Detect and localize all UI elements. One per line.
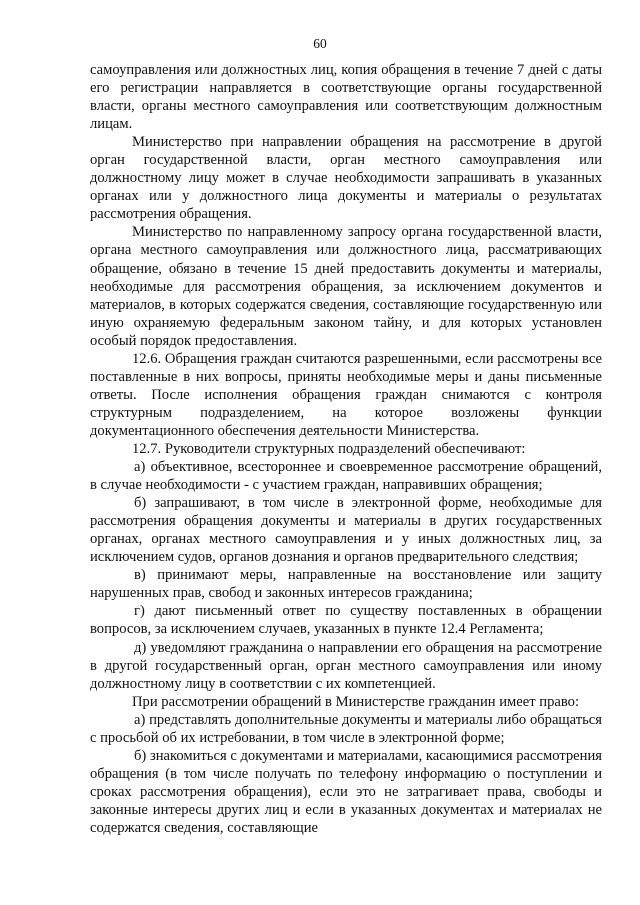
list-item-a: а) объективное, всестороннее и своевременное рассмотрение обращений, в случае необходимости - с участием граждан, направивших обращения; bbox=[90, 459, 602, 494]
paragraph-citizen-rights: При рассмотрении обращений в Министерстве гражданин имеет право: bbox=[132, 693, 579, 710]
document-body bbox=[90, 61, 602, 837]
paragraph-12-6: 12.6. Обращения граждан считаются разрешенными, если рассмотрены все поставленные в них вопросы, приняты необходимые меры и даны письменные ответы. После исполнения обращения граждан снимаются с контроля структурным подразделением, на которое возложены функции документационного обеспечения деятельности Министерства. bbox=[90, 350, 602, 439]
rights-item-b: б) знакомиться с документами и материалами, касающимися рассмотрения обращения (в том числе получать по телефону информацию о поступлении и сроках рассмотрения обращения), если это не затрагивает права, свободы и законные интересы других лиц и если в указанных документах и материалах не содержатся сведения, составляющие bbox=[90, 747, 602, 836]
paragraph: Министерство при направлении обращения на рассмотрение в другой орган государственной власти, орган местного самоуправления или должностному лицу может в случае необходимости запрашивать в указанных органах или у должностного лица документы и материалы о результатах рассмотрения обращения. bbox=[90, 134, 602, 223]
list-item-g: г) дают письменный ответ по существу поставленных в обращении вопросов, за исключением случаев, указанных в пункте 12.4 Регламента; bbox=[90, 603, 602, 638]
list-item-b: б) запрашивают, в том числе в электронной форме, необходимые для рассмотрения обращения документы и материалы в других государственных органах, органах местного самоуправления и у иных должностных лиц, за исключением судов, органов дознания и органов предварительного следствия; bbox=[90, 495, 602, 566]
page-number: 60 bbox=[313, 36, 327, 51]
list-item-d: д) уведомляют гражданина о направлении его обращения на рассмотрение в другой государственный орган, орган местного самоуправления или иному должностному лицу в соответствии с их компетенцией. bbox=[90, 639, 602, 692]
list-item-v: в) принимают меры, направленные на восстановление или защиту нарушенных прав, свобод и законных интересов гражданина; bbox=[90, 567, 602, 602]
rights-item-a: а) представлять дополнительные документы и материалы либо обращаться с просьбой об их истребовании, в том числе в электронной форме; bbox=[90, 711, 602, 746]
paragraph: Министерство по направленному запросу органа государственной власти, органа местного самоуправления или должностного лица, рассматривающих обращение, обязано в течение 15 дней предоставить документы и материалы, необходимые для рассмотрения обращения, за исключением документов и материалов, в которых содержатся сведения, составляющие государственную или иную охраняемую федеральным законом тайну, и для которых установлен особый порядок предоставления. bbox=[90, 224, 602, 349]
paragraph-12-7: 12.7. Руководители структурных подразделений обеспечивают: bbox=[132, 440, 526, 457]
paragraph-continuation: самоуправления или должностных лиц, копия обращения в течение 7 дней с даты его регистрации направляется в соответствующие органы государственной власти, органы местного самоуправления или соответствующим должностным лицам. bbox=[90, 62, 602, 133]
